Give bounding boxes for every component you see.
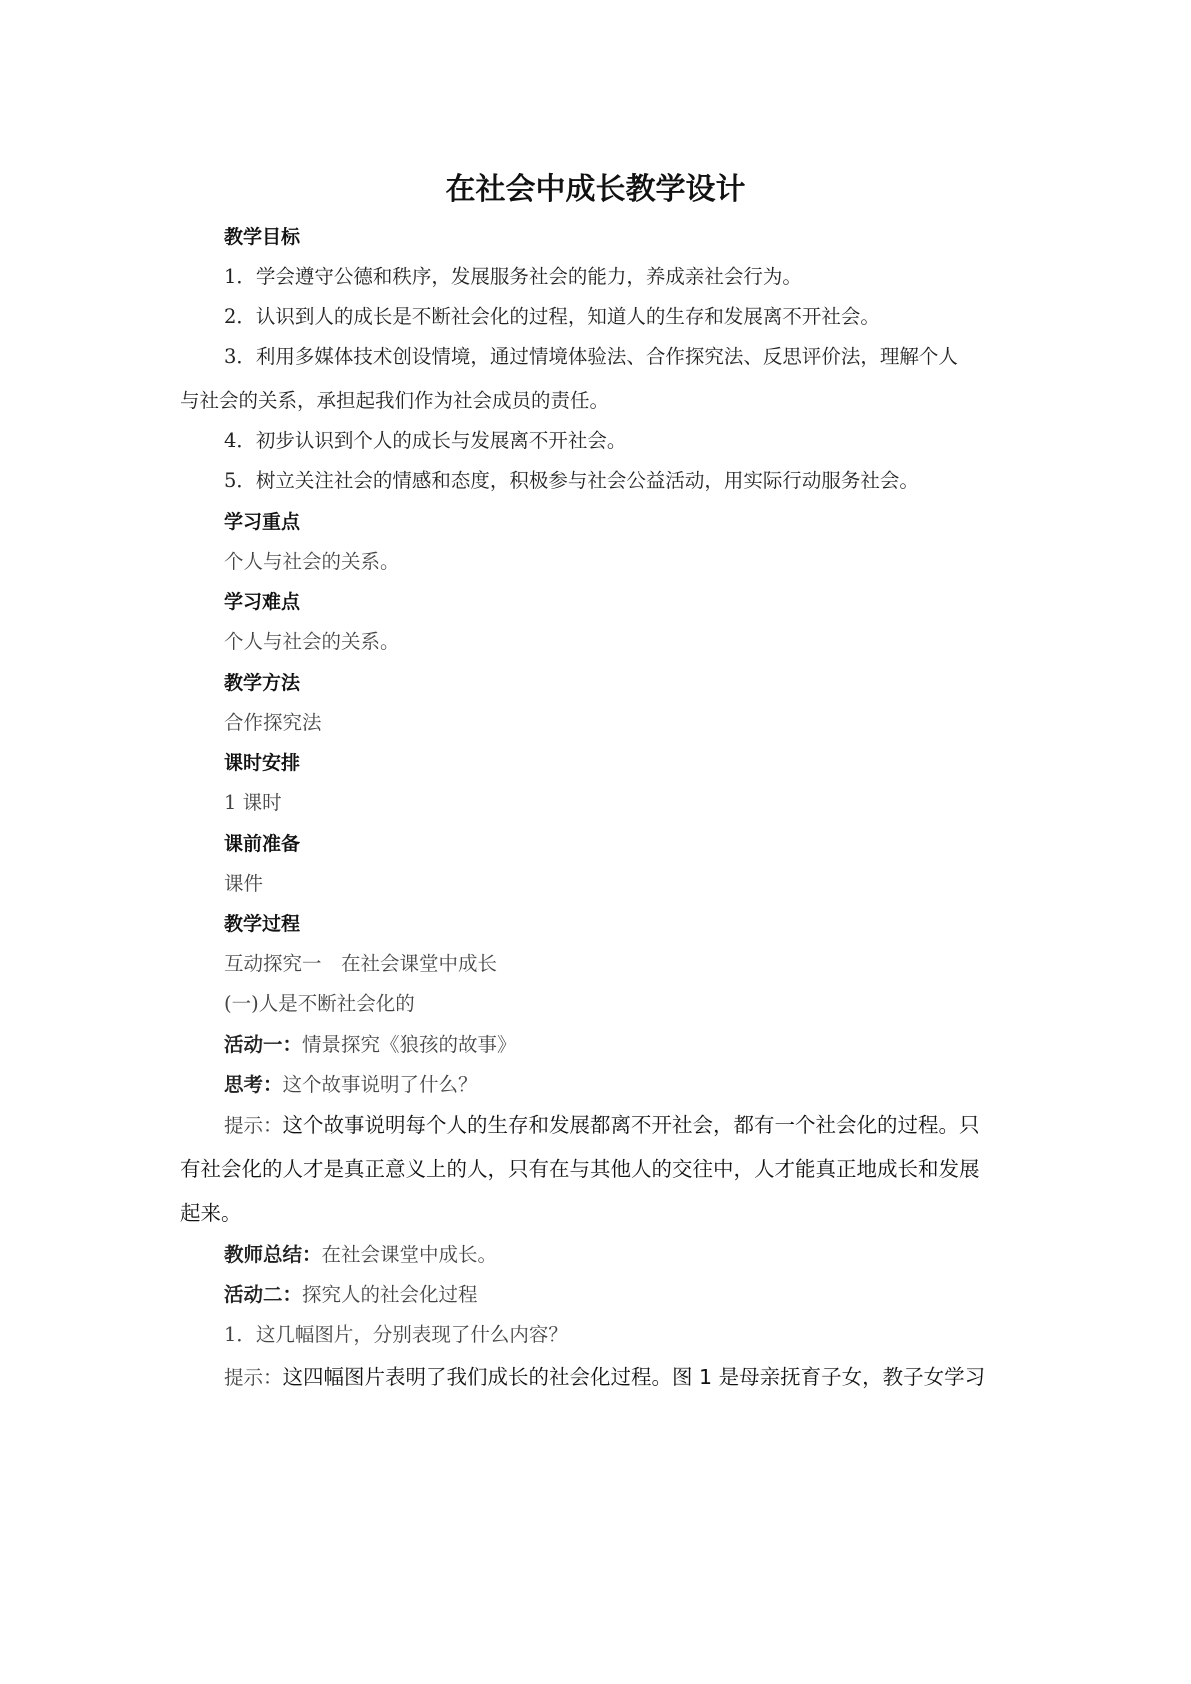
hint-1-line-3: 起来。 <box>180 1201 242 1225</box>
difficulty-text: 个人与社会的关系。 <box>224 630 400 653</box>
objective-item-3-line-2: 与社会的关系，承担起我们作为社会成员的责任。 <box>180 389 610 412</box>
subsection-1-title: (一)人是不断社会化的 <box>224 992 415 1015</box>
objective-item-1: 1．学会遵守公德和秩序，发展服务社会的能力，养成亲社会行为。 <box>224 265 802 288</box>
question-1: 1．这几幅图片，分别表现了什么内容？ <box>224 1323 568 1346</box>
hint-2-text: 这四幅图片表明了我们成长的社会化过程。图 1 是母亲抚育子女，教子女学习 <box>282 1365 986 1389</box>
think-question <box>224 1070 1024 1100</box>
activity-2 <box>224 1280 1024 1310</box>
objectives-heading: 教学目标 <box>224 226 301 248</box>
preparation-heading: 课前准备 <box>224 833 301 855</box>
method-heading: 教学方法 <box>224 672 301 694</box>
hint-1-line-2: 有社会化的人才是真正意义上的人，只有在与其他人的交往中，人才能真正地成长和发展 <box>180 1157 980 1181</box>
hint-1-line-1 <box>224 1110 1024 1141</box>
hint-2-line-1 <box>224 1362 1024 1393</box>
think-text: 这个故事说明了什么？ <box>282 1073 478 1096</box>
key-point-heading: 学习重点 <box>224 511 301 533</box>
activity-1 <box>224 1030 1024 1060</box>
activity-2-text: 探究人的社会化过程 <box>302 1283 478 1306</box>
activity-1-label: 活动一： <box>224 1033 303 1056</box>
inquiry-1-title: 互动探究一 在社会课堂中成长 <box>224 952 498 975</box>
objective-item-4: 4．初步认识到个人的成长与发展离不开社会。 <box>224 429 627 452</box>
key-point-text: 个人与社会的关系。 <box>224 550 400 573</box>
method-text: 合作探究法 <box>224 711 322 734</box>
teacher-summary <box>224 1240 1024 1270</box>
summary-label: 教师总结： <box>224 1243 322 1266</box>
schedule-heading: 课时安排 <box>224 752 301 774</box>
hint-2-label: 提示： <box>224 1366 283 1389</box>
activity-2-label: 活动二： <box>224 1283 303 1306</box>
objective-item-5: 5．树立关注社会的情感和态度，积极参与社会公益活动，用实际行动服务社会。 <box>224 469 919 492</box>
schedule-text: 1 课时 <box>224 791 282 814</box>
hint-1-label: 提示： <box>224 1114 283 1137</box>
hint-1-text-1: 这个故事说明每个人的生存和发展都离不开社会，都有一个社会化的过程。只 <box>282 1113 980 1137</box>
objective-item-2: 2．认识到人的成长是不断社会化的过程，知道人的生存和发展离不开社会。 <box>224 305 880 328</box>
difficulty-heading: 学习难点 <box>224 591 301 613</box>
think-label: 思考： <box>224 1073 283 1096</box>
process-heading: 教学过程 <box>224 913 301 935</box>
objective-item-3-line-1: 3．利用多媒体技术创设情境，通过情境体验法、合作探究法、反思评价法，理解个人 <box>224 345 958 368</box>
document-title: 在社会中成长教学设计 <box>445 172 746 207</box>
activity-1-text: 情景探究《狼孩的故事》 <box>302 1033 517 1056</box>
summary-text: 在社会课堂中成长。 <box>321 1243 498 1266</box>
preparation-text: 课件 <box>224 872 264 895</box>
